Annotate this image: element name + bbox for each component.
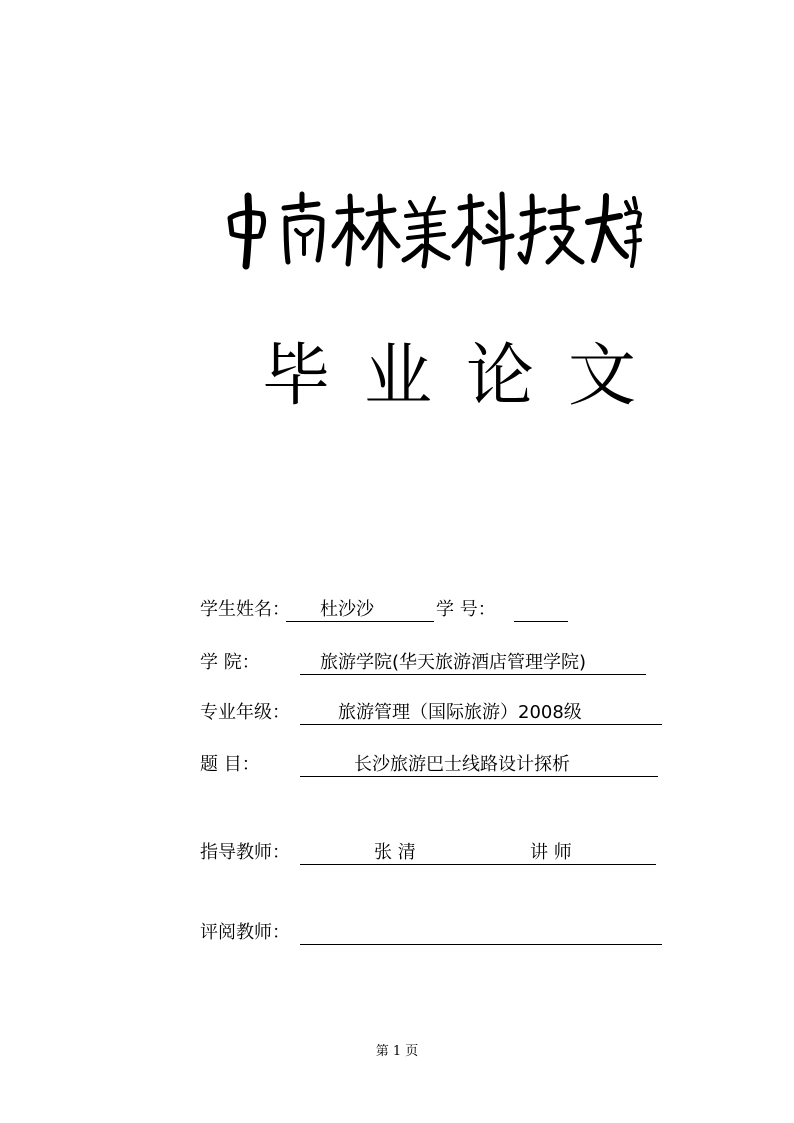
calligraphy-logo-icon — [222, 188, 642, 272]
advisor-name: 张 清 — [374, 842, 416, 863]
student-name-value: 杜沙沙 — [320, 599, 374, 620]
student-name-field — [286, 595, 434, 622]
college-field — [300, 648, 646, 675]
student-name-label: 学生姓名： — [200, 599, 290, 620]
page-number: 第 1 页 — [375, 1044, 419, 1059]
advisor-title: 讲 师 — [530, 842, 572, 863]
student-id-label: 学 号： — [436, 599, 496, 620]
advisor-field — [300, 838, 656, 865]
document-title: 毕业论文 — [262, 337, 671, 416]
reviewer-label: 评阅教师： — [200, 922, 290, 943]
topic-value: 长沙旅游巴士线路设计探析 — [354, 754, 570, 775]
college-label: 学 院： — [200, 652, 260, 673]
major-value: 旅游管理（国际旅游）2008级 — [338, 702, 582, 723]
student-id-field — [514, 595, 568, 622]
reviewer-field — [300, 918, 662, 945]
college-value: 旅游学院(华天旅游酒店管理学院) — [320, 652, 587, 673]
major-label: 专业年级： — [200, 702, 290, 723]
topic-label: 题 目： — [200, 754, 260, 775]
university-calligraphy-logo — [222, 188, 642, 272]
advisor-label: 指导教师： — [200, 842, 290, 863]
major-field — [300, 698, 662, 725]
topic-field — [300, 750, 658, 777]
